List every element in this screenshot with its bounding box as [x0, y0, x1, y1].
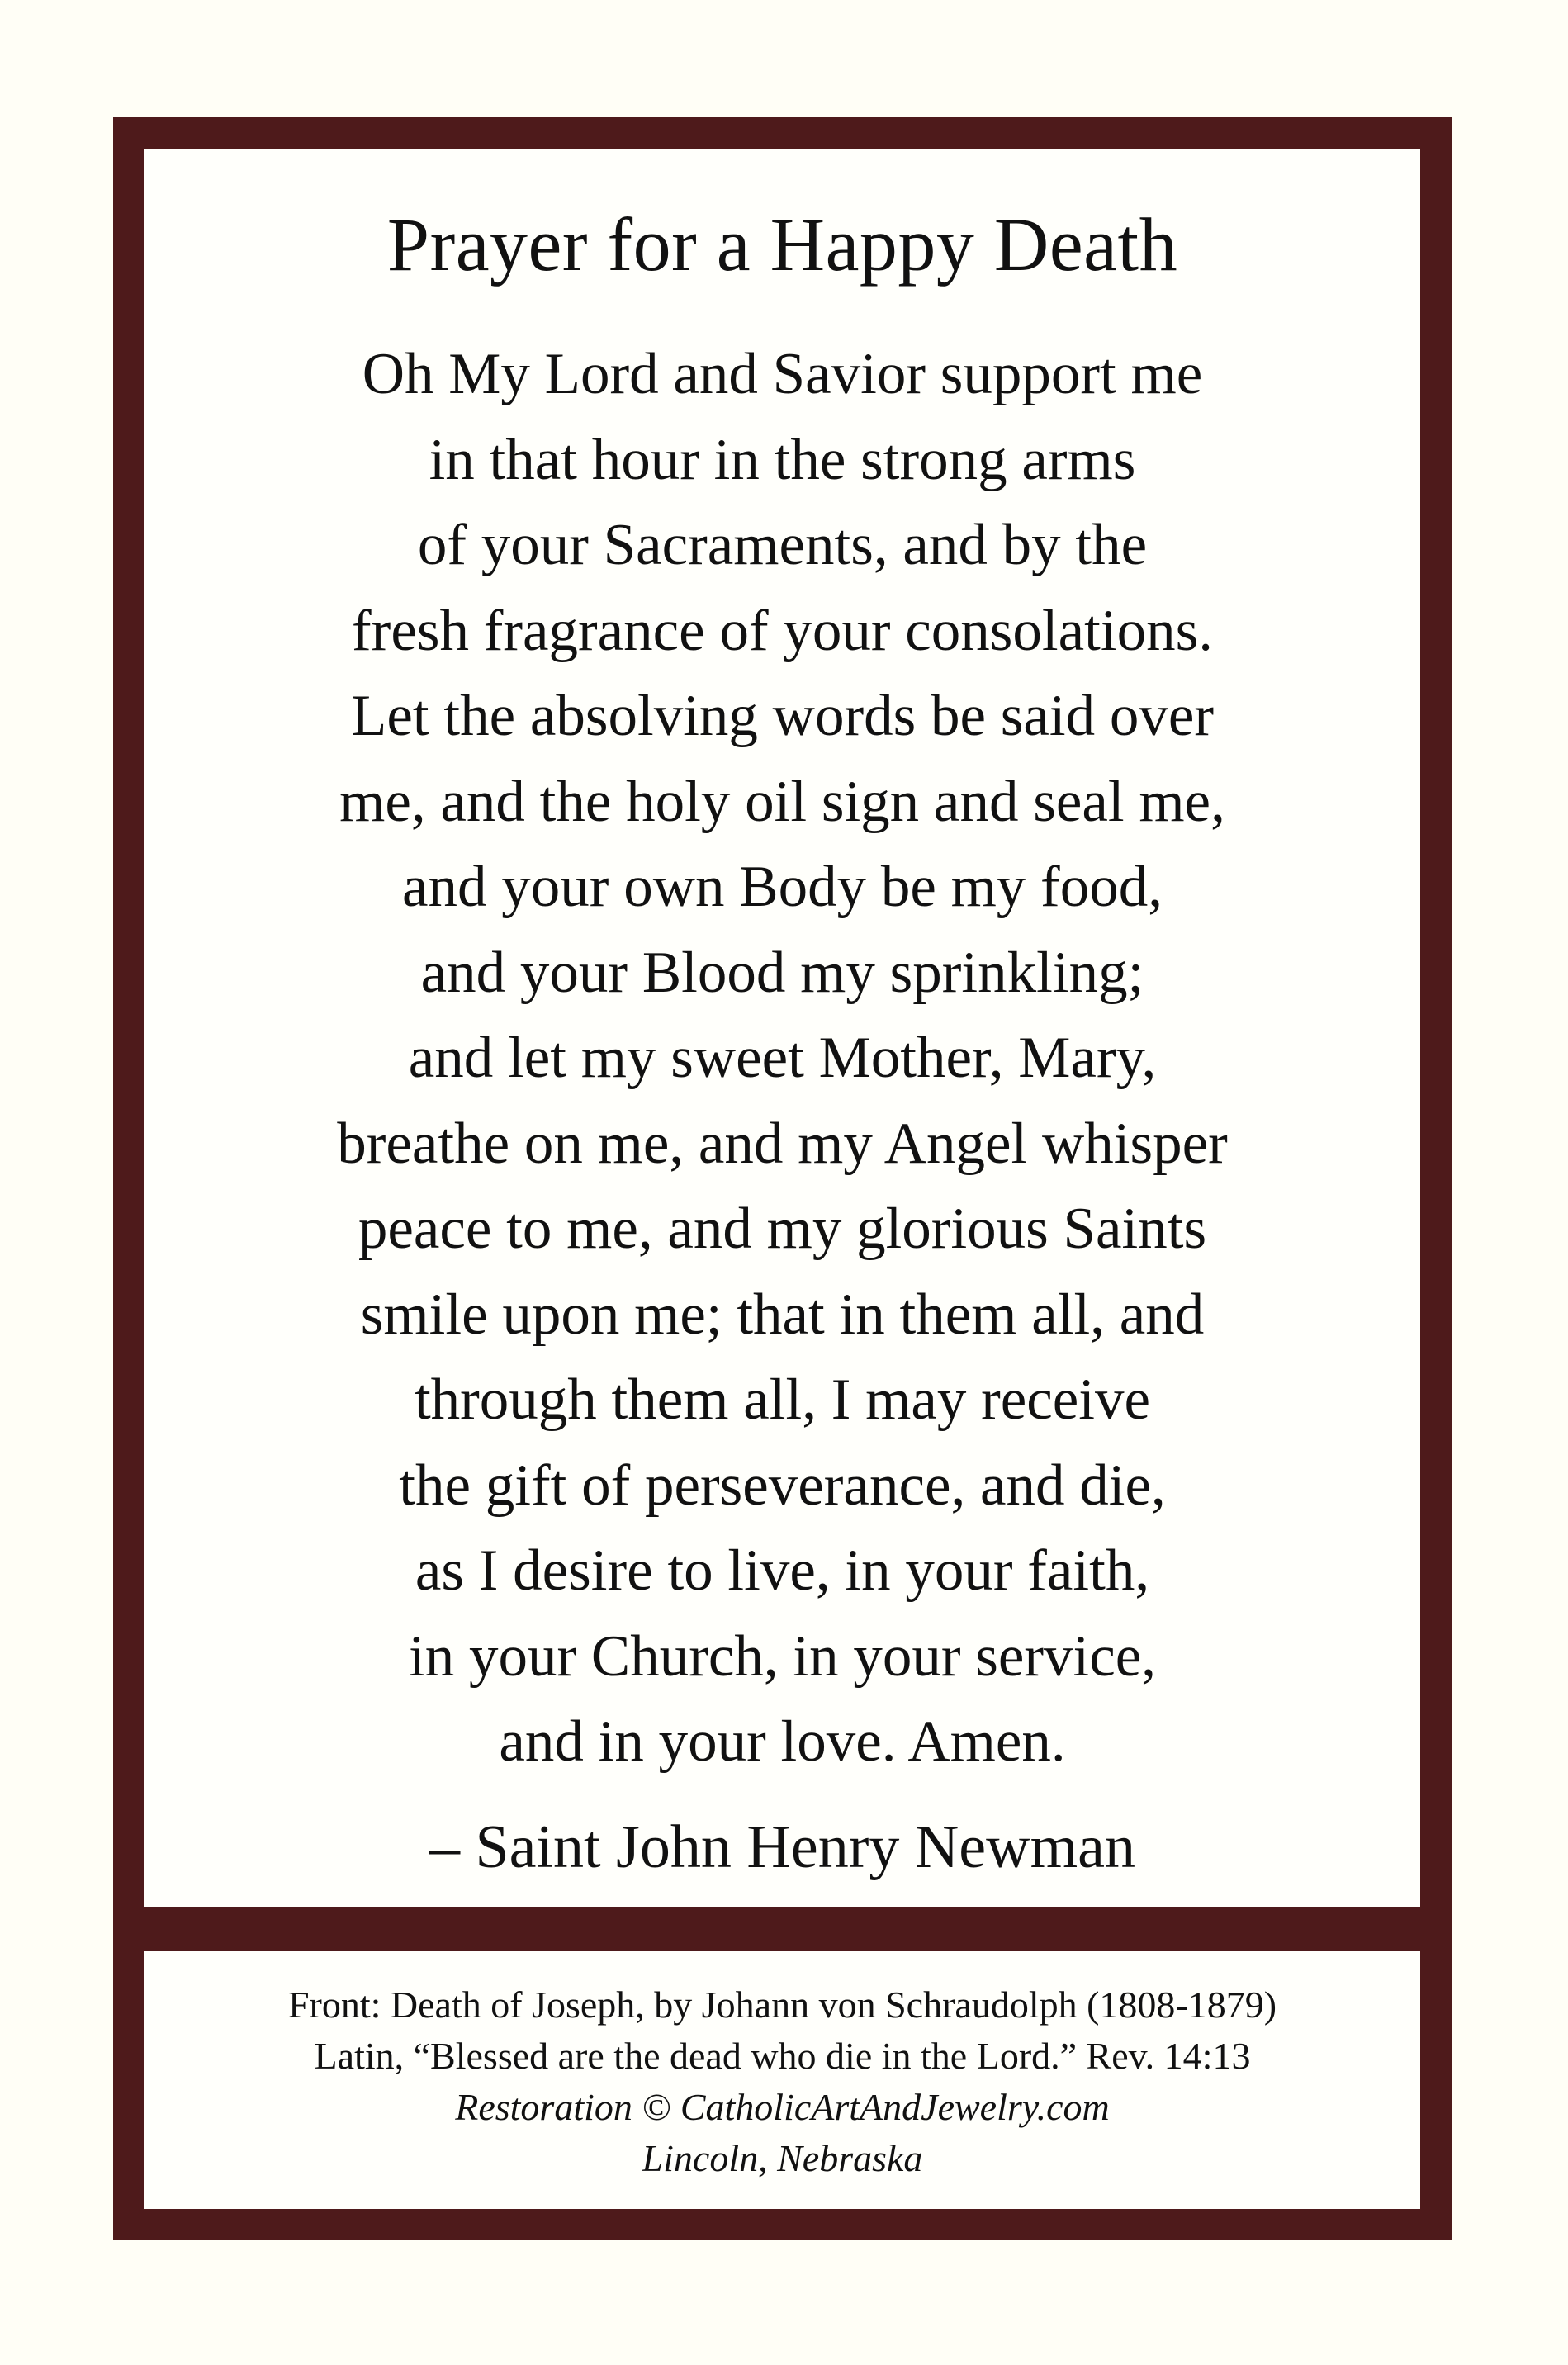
- prayer-line: smile upon me; that in them all, and: [360, 1282, 1205, 1347]
- prayer-text: [178, 332, 1387, 1785]
- prayer-line: peace to me, and my glorious Saints: [358, 1197, 1207, 1261]
- prayer-line: Oh My Lord and Savior support me: [362, 342, 1203, 406]
- credits-panel: [144, 1951, 1420, 2209]
- prayer-line: and let my sweet Mother, Mary,: [408, 1026, 1157, 1090]
- prayer-line: and in your love. Amen.: [499, 1709, 1066, 1774]
- prayer-line: of your Sacraments, and by the: [417, 513, 1148, 577]
- front-image-credit: Front: Death of Joseph, by Johann von Schraudolph (1808-1879): [287, 1983, 1277, 2026]
- restoration-credit: Restoration © CatholicArtAndJewelry.com: [455, 2086, 1110, 2128]
- location-text: Lincoln, Nebraska: [642, 2137, 923, 2179]
- prayer-line: the gift of perseverance, and die,: [399, 1453, 1166, 1518]
- latin-inscription-note: Latin, “Blessed are the dead who die in the Lord.” Rev. 14:13: [314, 2035, 1251, 2077]
- prayer-line: through them all, I may receive: [414, 1367, 1151, 1432]
- prayer-line: Let the absolving words be said over: [350, 684, 1215, 748]
- prayer-panel: [144, 149, 1420, 1907]
- card-frame: [113, 117, 1452, 2240]
- prayer-line: breathe on me, and my Angel whisper: [337, 1111, 1228, 1176]
- prayer-title: Prayer for a Happy Death: [386, 202, 1178, 287]
- prayer-line: and your own Body be my food,: [402, 855, 1163, 919]
- prayer-line: fresh fragrance of your consolations.: [352, 598, 1213, 663]
- prayer-line: and your Blood my sprinkling;: [420, 940, 1144, 1005]
- prayer-line: in your Church, in your service,: [408, 1623, 1157, 1689]
- prayer-line: me, and the holy oil sign and seal me,: [339, 769, 1225, 834]
- prayer-line: as I desire to live, in your faith,: [415, 1538, 1150, 1603]
- prayer-line: in that hour in the strong arms: [429, 427, 1136, 492]
- prayer-attribution: – Saint John Henry Newman: [429, 1813, 1135, 1881]
